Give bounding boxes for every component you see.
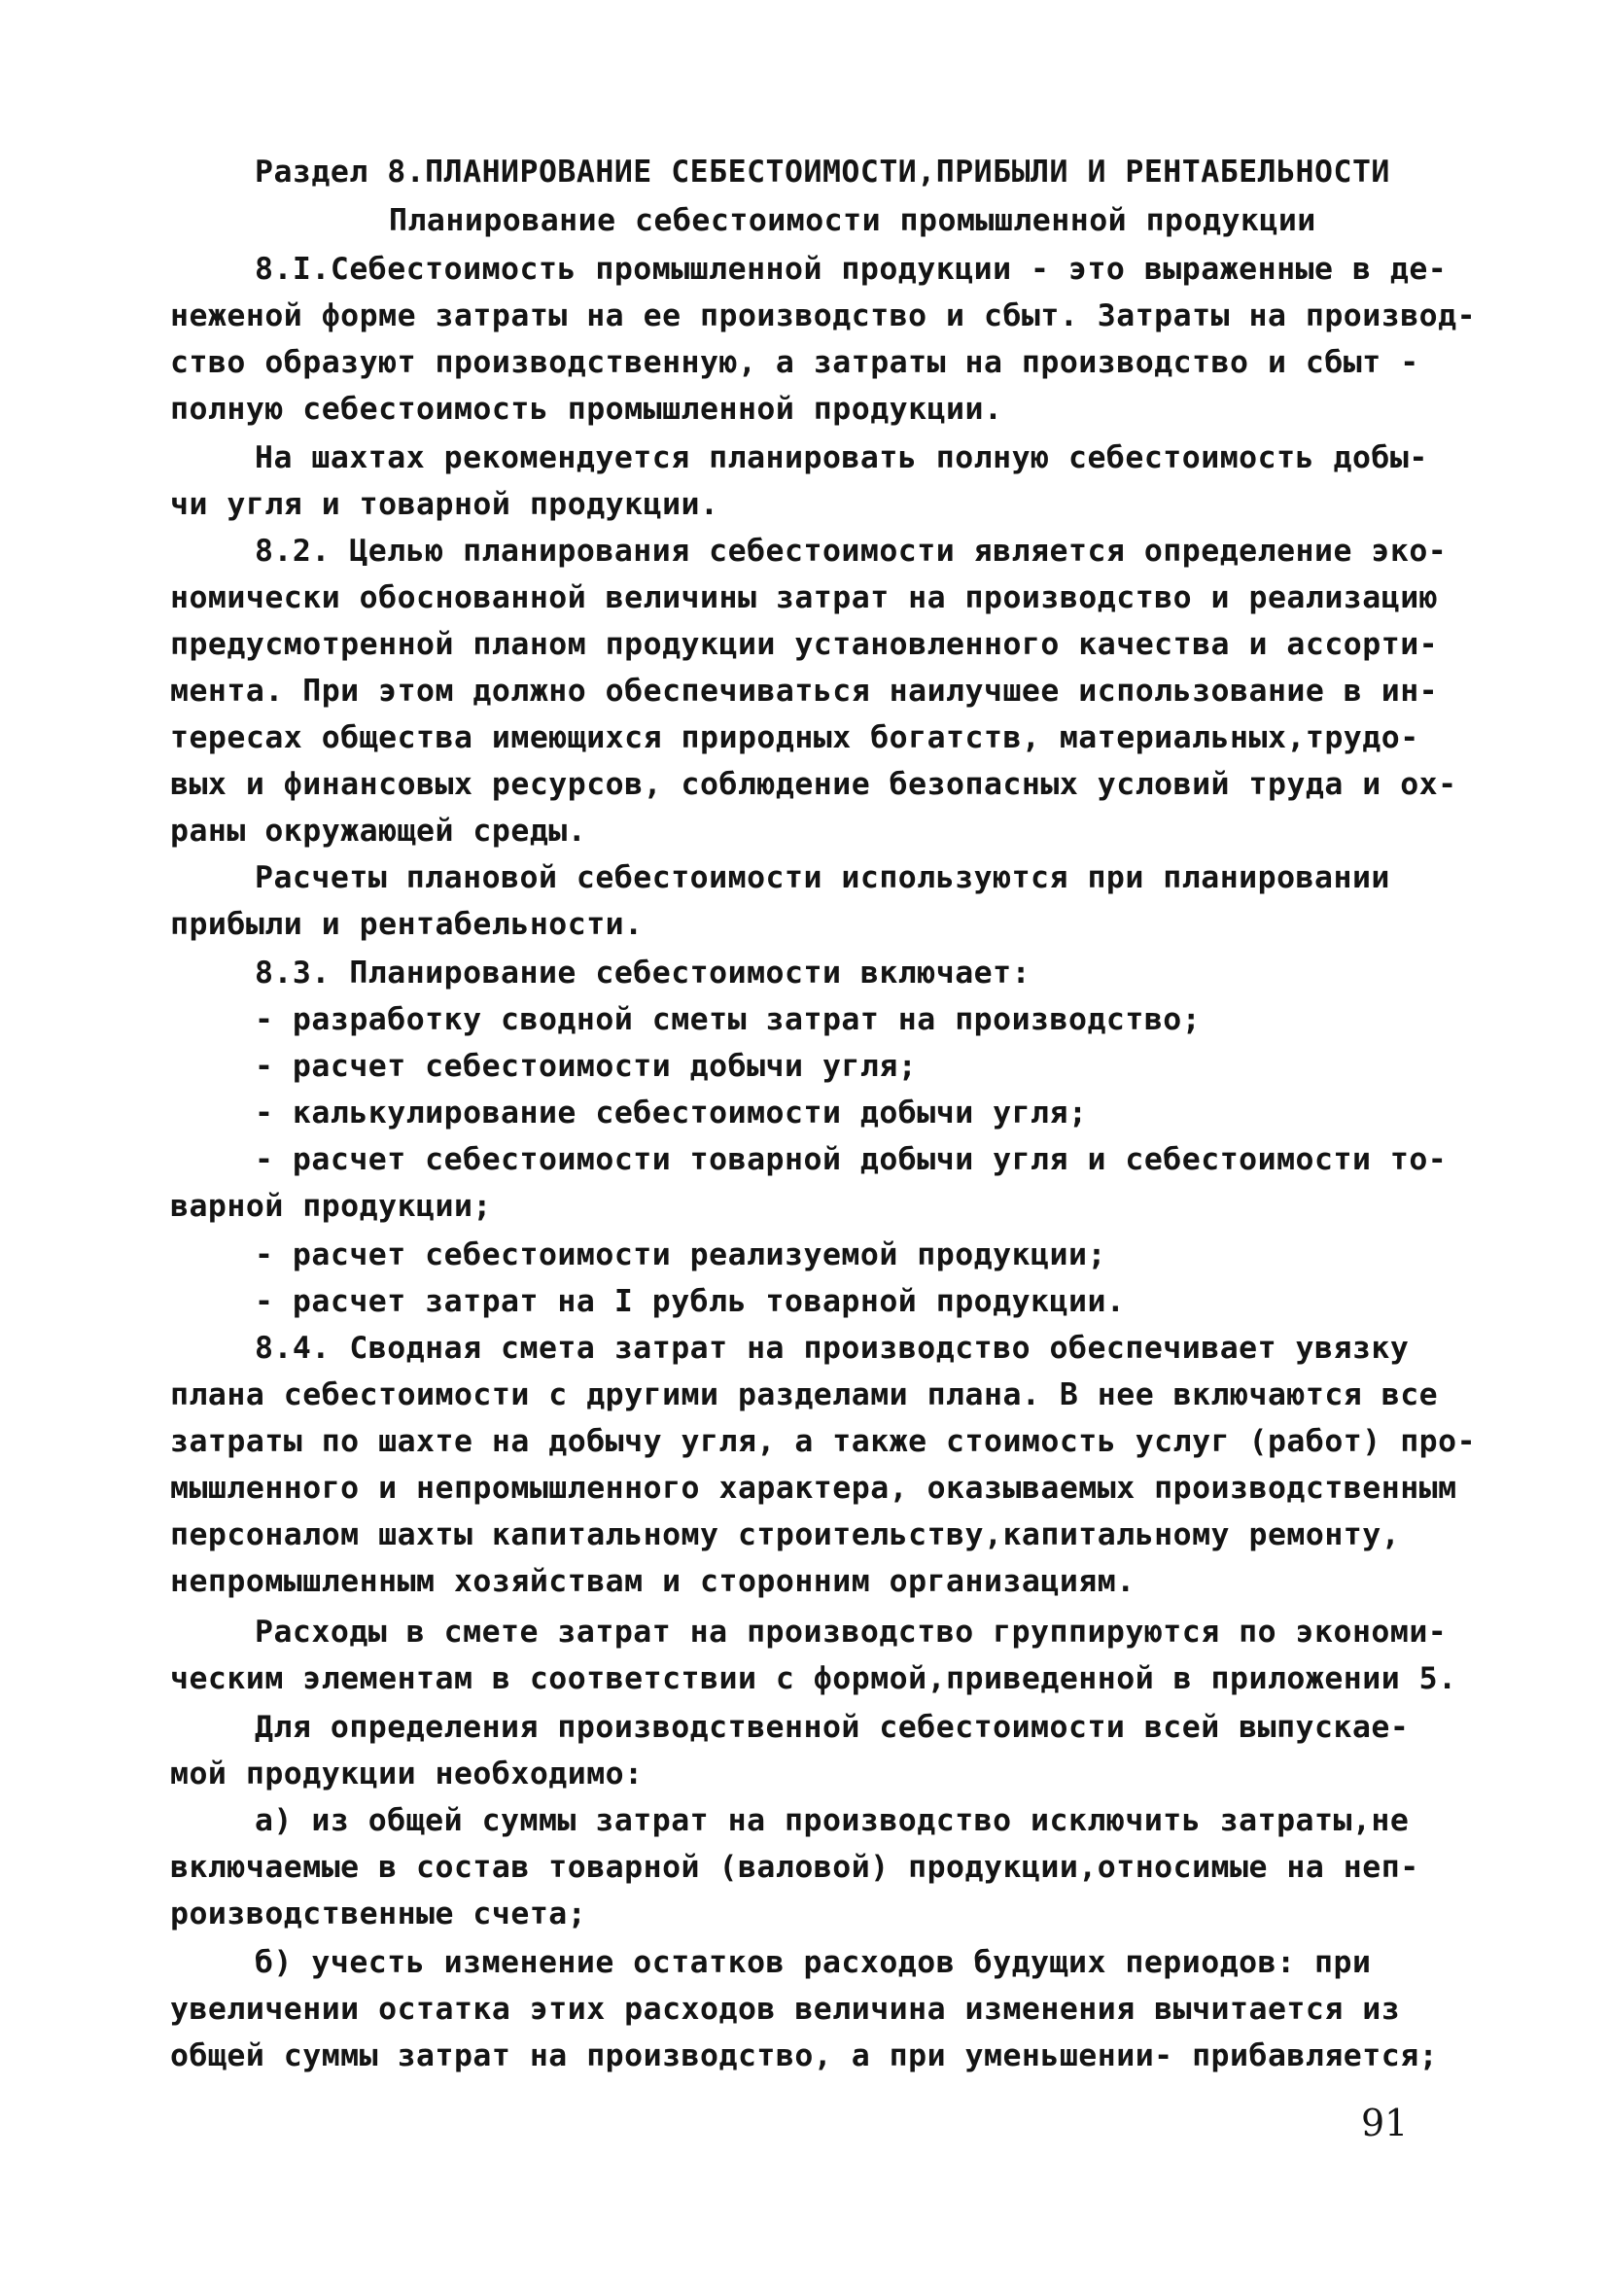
text-line: Для определения производственной себестоимости всей выпускае- [255, 1710, 1410, 1745]
text-line: 8.4. Сводная смета затрат на производство обеспечивает увязку [255, 1331, 1410, 1366]
text-line: увеличении остатка этих расходов величина изменения вычитается из [170, 1992, 1401, 2027]
text-line: чи угля и товарной продукции. [170, 487, 719, 522]
text-line: а) из общей суммы затрат на производство исключить затраты,не [255, 1803, 1410, 1838]
text-line: варной продукции; [170, 1189, 492, 1224]
text-line: роизводственные счета; [170, 1896, 587, 1931]
text-line: - расчет затрат на I рубль товарной продукции. [255, 1284, 1126, 1319]
text-line: мента. При этом должно обеспечиваться наилучшее использование в ин- [170, 674, 1439, 709]
text-line: 8.2. Целью планирования себестоимости является определение эко- [255, 534, 1448, 569]
section-heading: Раздел 8.ПЛАНИРОВАНИЕ СЕБЕСТОИМОСТИ,ПРИБЫЛИ И РЕНТАБЕЛЬНОСТИ [255, 155, 1390, 190]
text-line: - расчет себестоимости добычи угля; [255, 1049, 918, 1084]
text-line: включаемые в состав товарной (валовой) продукции,относимые на неп- [170, 1850, 1419, 1885]
text-line: тересах общества имеющихся природных богатств, материальных,трудо- [170, 720, 1419, 755]
text-line: На шахтах рекомендуется планировать полную себестоимость добы- [255, 440, 1428, 475]
text-line: 8.I.Себестоимость промышленной продукции - это выраженные в де- [255, 252, 1448, 287]
text-line: мой продукции необходимо: [170, 1757, 644, 1792]
text-line: раны окружающей среды. [170, 814, 587, 849]
text-line: вых и финансовых ресурсов, соблюдение безопасных условий труда и ох- [170, 767, 1457, 802]
subheading: Планирование себестоимости промышленной продукции [389, 203, 1316, 238]
text-line: общей суммы затрат на производство, а при уменьшении- прибавляется; [170, 2038, 1439, 2073]
text-line: затраты по шахте на добычу угля, а также стоимость услуг (работ) про- [170, 1424, 1477, 1459]
text-line: Расчеты плановой себестоимости используются при планировании [255, 860, 1390, 895]
text-line: прибыли и рентабельности. [170, 907, 644, 942]
text-line: ческим элементам в соответствии с формой,приведенной в приложении 5. [170, 1661, 1457, 1696]
text-line: 8.3. Планирование себестоимости включает: [255, 956, 1031, 991]
text-line: номически обоснованной величины затрат на производство и реализацию [170, 580, 1439, 615]
text-line: - расчет себестоимости реализуемой продукции; [255, 1237, 1106, 1272]
page-number: 91 [1361, 2102, 1409, 2144]
text-line: ство образуют производственную, а затраты на производство и сбыт - [170, 345, 1419, 380]
text-line: - калькулирование себестоимости добычи угля; [255, 1096, 1088, 1131]
text-line: неженой форме затраты на ее производство и сбыт. Затраты на производ- [170, 298, 1477, 333]
text-line: полную себестоимость промышленной продукции. [170, 392, 1003, 427]
text-line: б) учесть изменение остатков расходов будущих периодов: при [255, 1945, 1372, 1980]
text-line: мышленного и непромышленного характера, оказываемых производственным [170, 1471, 1457, 1506]
text-line: Расходы в смете затрат на производство группируются по экономи- [255, 1615, 1448, 1650]
text-line: предусмотренной планом продукции установленного качества и ассорти- [170, 627, 1439, 662]
text-line: - расчет себестоимости товарной добычи угля и себестоимости то- [255, 1142, 1448, 1177]
text-line: персоналом шахты капитальному строительству,капитальному ремонту, [170, 1517, 1401, 1552]
text-line: - разработку сводной сметы затрат на производство; [255, 1002, 1202, 1037]
text-line: плана себестоимости с другими разделами плана. В нее включаются все [170, 1377, 1439, 1412]
text-line: непромышленным хозяйствам и сторонним организациям. [170, 1564, 1136, 1599]
